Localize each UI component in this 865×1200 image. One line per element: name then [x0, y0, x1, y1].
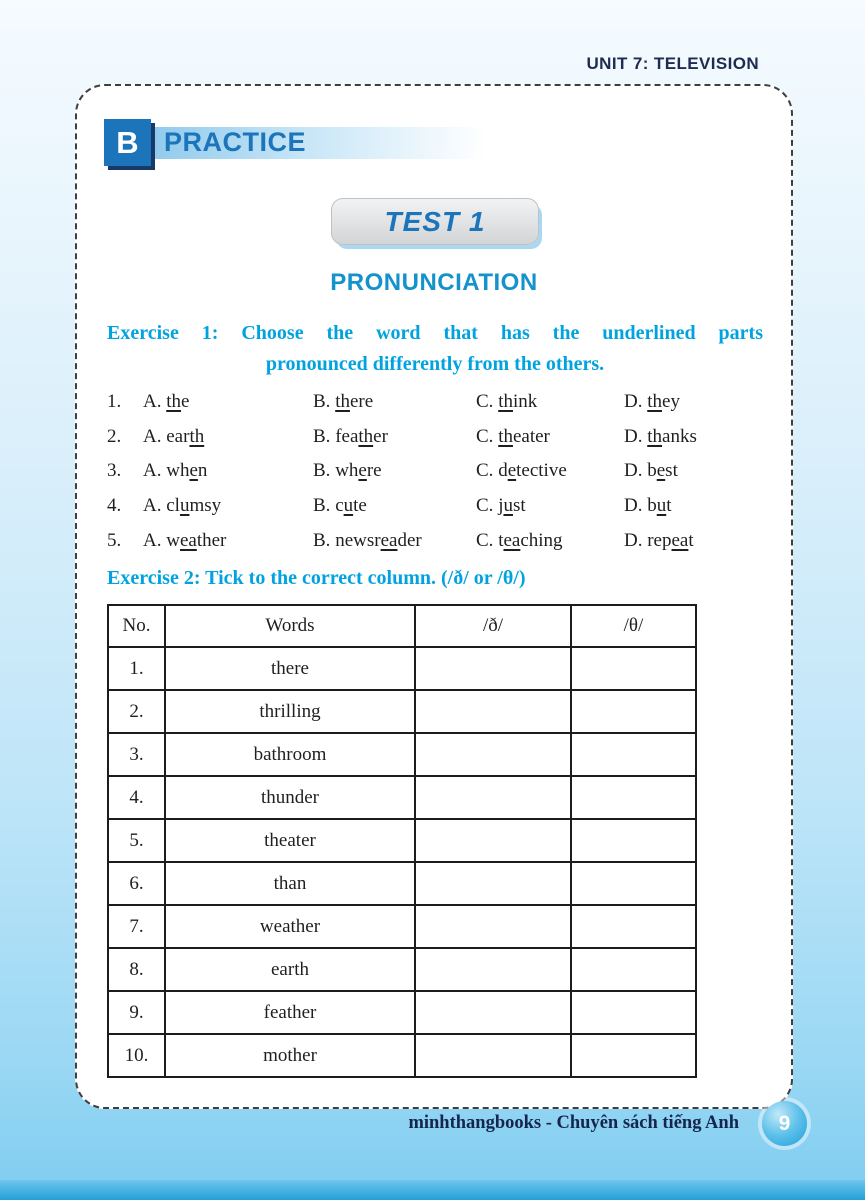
- question-number: 4.: [107, 495, 122, 517]
- test-badge: [331, 198, 539, 245]
- row-number-cell: 9.: [108, 991, 165, 1034]
- footer-text: minhthangbooks - Chuyên sách tiếng Anh: [408, 1113, 739, 1133]
- row-number-cell: 1.: [108, 647, 165, 690]
- answer-option: C. detective: [476, 460, 567, 482]
- section-header: [104, 119, 545, 166]
- subtitle: PRONUNCIATION: [330, 269, 538, 296]
- answer-option: A. weather: [143, 529, 227, 551]
- eth-tick-cell[interactable]: [415, 905, 571, 948]
- theta-tick-cell[interactable]: [571, 776, 696, 819]
- table-row: [108, 1034, 696, 1077]
- theta-tick-cell[interactable]: [571, 690, 696, 733]
- table-body: [108, 647, 696, 1077]
- eth-tick-cell[interactable]: [415, 690, 571, 733]
- table-row: [108, 991, 696, 1034]
- section-title: PRACTICE: [164, 127, 307, 157]
- theta-tick-cell[interactable]: [571, 862, 696, 905]
- answer-option: C. teaching: [476, 529, 563, 551]
- row-number-cell: 5.: [108, 819, 165, 862]
- answer-option: D. but: [624, 495, 672, 517]
- exercise2-heading: Exercise 2: Tick to the correct column. (/ð/ or /θ/): [107, 567, 526, 589]
- answer-option: B. newsreader: [313, 529, 422, 551]
- answer-option: D. best: [624, 460, 678, 482]
- word-cell: weather: [165, 905, 415, 948]
- eth-tick-cell[interactable]: [415, 1034, 571, 1077]
- row-number-cell: 8.: [108, 948, 165, 991]
- theta-tick-cell[interactable]: [571, 1034, 696, 1077]
- exercise2-table: [107, 604, 697, 1078]
- word-cell: bathroom: [165, 733, 415, 776]
- eth-tick-cell[interactable]: [415, 948, 571, 991]
- theta-tick-cell[interactable]: [571, 905, 696, 948]
- word-cell: thrilling: [165, 690, 415, 733]
- answer-option: B. cute: [313, 495, 367, 517]
- answer-option: C. just: [476, 495, 526, 517]
- row-number-cell: 6.: [108, 862, 165, 905]
- word-cell: feather: [165, 991, 415, 1034]
- table-row: [108, 905, 696, 948]
- theta-tick-cell[interactable]: [571, 733, 696, 776]
- word-cell: earth: [165, 948, 415, 991]
- eth-tick-cell[interactable]: [415, 647, 571, 690]
- word-cell: theater: [165, 819, 415, 862]
- section-title-band: [148, 127, 545, 159]
- theta-tick-cell[interactable]: [571, 647, 696, 690]
- row-number-cell: 10.: [108, 1034, 165, 1077]
- answer-option: D. thanks: [624, 425, 697, 447]
- table-row: [108, 948, 696, 991]
- answer-option: B. feather: [313, 425, 388, 447]
- bottom-bar: [0, 1180, 865, 1200]
- exercise1-rows: [107, 385, 764, 558]
- word-cell: than: [165, 862, 415, 905]
- table-header-row: [108, 605, 696, 647]
- theta-tick-cell[interactable]: [571, 991, 696, 1034]
- exercise1-heading-line1: Exercise 1: Choose the word that has the underlined parts: [107, 322, 763, 344]
- page-number-badge: 9: [762, 1101, 807, 1146]
- eth-tick-cell[interactable]: [415, 991, 571, 1034]
- answer-option: C. theater: [476, 425, 550, 447]
- table-header-no: No.: [108, 605, 165, 647]
- eth-tick-cell[interactable]: [415, 819, 571, 862]
- table-row: [108, 819, 696, 862]
- row-number-cell: 7.: [108, 905, 165, 948]
- row-number-cell: 3.: [108, 733, 165, 776]
- table-row: [108, 647, 696, 690]
- table-header-words: Words: [165, 605, 415, 647]
- question-number: 3.: [107, 460, 122, 482]
- content-box: [75, 84, 793, 1109]
- test-badge-label: TEST 1: [384, 205, 486, 237]
- table-row: [108, 776, 696, 819]
- eth-tick-cell[interactable]: [415, 776, 571, 819]
- question-number: 5.: [107, 529, 122, 551]
- section-letter-badge: B: [104, 119, 151, 166]
- row-number-cell: 2.: [108, 690, 165, 733]
- footer: [408, 1101, 807, 1146]
- answer-option: A. clumsy: [143, 495, 222, 517]
- exercise1-heading: [107, 322, 763, 376]
- answer-option: C. think: [476, 391, 538, 413]
- table-row: [108, 690, 696, 733]
- table-header-theta: /θ/: [571, 605, 696, 647]
- eth-tick-cell[interactable]: [415, 862, 571, 905]
- unit-header: UNIT 7: TELEVISION: [586, 54, 759, 73]
- eth-tick-cell[interactable]: [415, 733, 571, 776]
- answer-option: A. when: [143, 460, 208, 482]
- question-number: 1.: [107, 391, 122, 413]
- answer-option: D. they: [624, 391, 680, 413]
- theta-tick-cell[interactable]: [571, 948, 696, 991]
- word-cell: thunder: [165, 776, 415, 819]
- answer-option: B. where: [313, 460, 382, 482]
- word-cell: mother: [165, 1034, 415, 1077]
- answer-option: B. there: [313, 391, 374, 413]
- table-row: [108, 733, 696, 776]
- answer-option: A. earth: [143, 425, 205, 447]
- answer-option: D. repeat: [624, 529, 694, 551]
- table-header-eth: /ð/: [415, 605, 571, 647]
- exercise1-heading-line2: pronounced differently from the others.: [265, 353, 605, 375]
- word-cell: there: [165, 647, 415, 690]
- table-row: [108, 862, 696, 905]
- theta-tick-cell[interactable]: [571, 819, 696, 862]
- question-number: 2.: [107, 425, 122, 447]
- row-number-cell: 4.: [108, 776, 165, 819]
- answer-option: A. the: [143, 391, 190, 413]
